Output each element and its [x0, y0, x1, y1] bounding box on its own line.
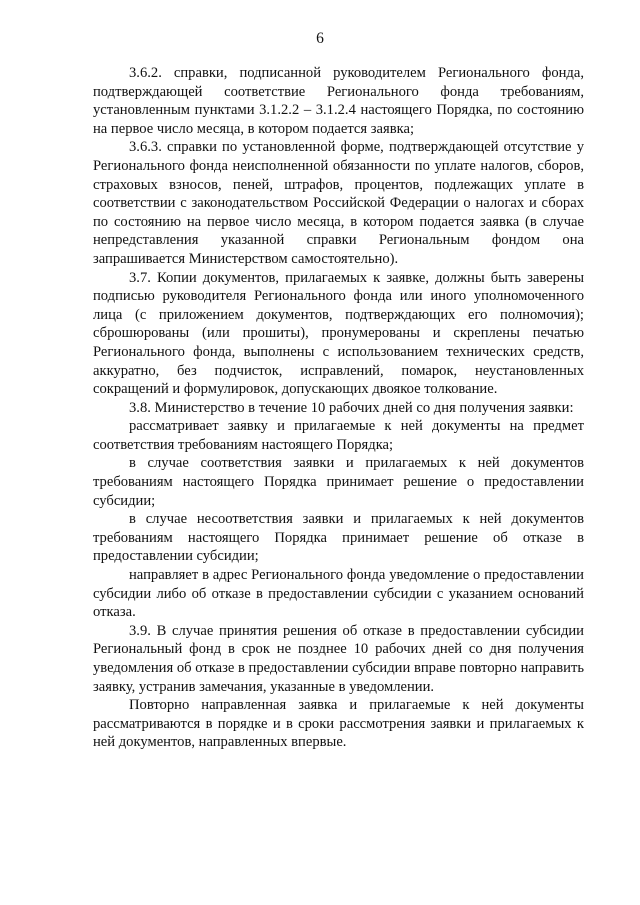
- paragraph-3-6-3: 3.6.3. справки по установленной форме, подтверждающей отсутствие у Регионального фонда неисполненной обязанности по уплате налогов, сборов, страховых взносов, пеней, штрафов, процентов, подлежащих уплате в соответствии с законодательством Российской Федерации о налогах и сборах по состоянию на первое число месяца, в котором подается заявка (в случае непредставления указанной справки Региональным фондом она запрашивается Министерством самостоятельно).: [93, 139, 584, 267]
- paragraph-3-8-item-review: рассматривает заявку и прилагаемые к ней документы на предмет соответствия требованиям настоящего Порядка;: [93, 418, 584, 453]
- paragraph-3-6-2: 3.6.2. справки, подписанной руководителем Регионального фонда, подтверждающей соответствие Регионального фонда требованиям, установленным пунктами 3.1.2.2 – 3.1.2.4 настоящего Порядка, по состоянию на первое число месяца, в котором подается заявка;: [93, 65, 584, 137]
- paragraph-3-8: 3.8. Министерство в течение 10 рабочих дней со дня получения заявки:: [129, 399, 574, 416]
- document-body: [93, 64, 584, 752]
- paragraph-3-8-item-refuse: в случае несоответствия заявки и прилагаемых к ней документов требованиям настоящего Порядка принимает решение об отказе в предоставлении субсидии;: [93, 511, 584, 565]
- paragraph-3-9: 3.9. В случае принятия решения об отказе в предоставлении субсидии Региональный фонд в срок не позднее 10 рабочих дней со дня получения уведомления об отказе в предоставлении субсидии вправе повторно направить заявку, устранив замечания, указанные в уведомлении.: [93, 622, 584, 695]
- paragraph-3-7: 3.7. Копии документов, прилагаемых к заявке, должны быть заверены подписью руководителя Регионального фонда или иного уполномоченного лица (с приложением документов, подтверждающих его полномочия); сброшюрованы (или прошиты), пронумерованы и скреплены печатью Регионального фонда, выполнены с использованием технических средств, аккуратно, без подчисток, исправлений, помарок, неустановленных сокращений и формулировок, допускающих двоякое толкование.: [93, 269, 584, 398]
- paragraph-3-8-item-notify: направляет в адрес Регионального фонда уведомление о предоставлении субсидии либо об отказе в предоставлении субсидии с указанием оснований отказа.: [93, 567, 584, 621]
- paragraph-3-8-item-grant: в случае соответствия заявки и прилагаемых к ней документов требованиям настоящего Порядка принимает решение о предоставлении субсидии;: [93, 455, 584, 509]
- page-number: 6: [316, 30, 324, 47]
- paragraph-resubmission: Повторно направленная заявка и прилагаемые к ней документы рассматриваются в порядке и в сроки рассмотрения заявки и прилагаемых к ней документов, направленных впервые.: [93, 697, 584, 751]
